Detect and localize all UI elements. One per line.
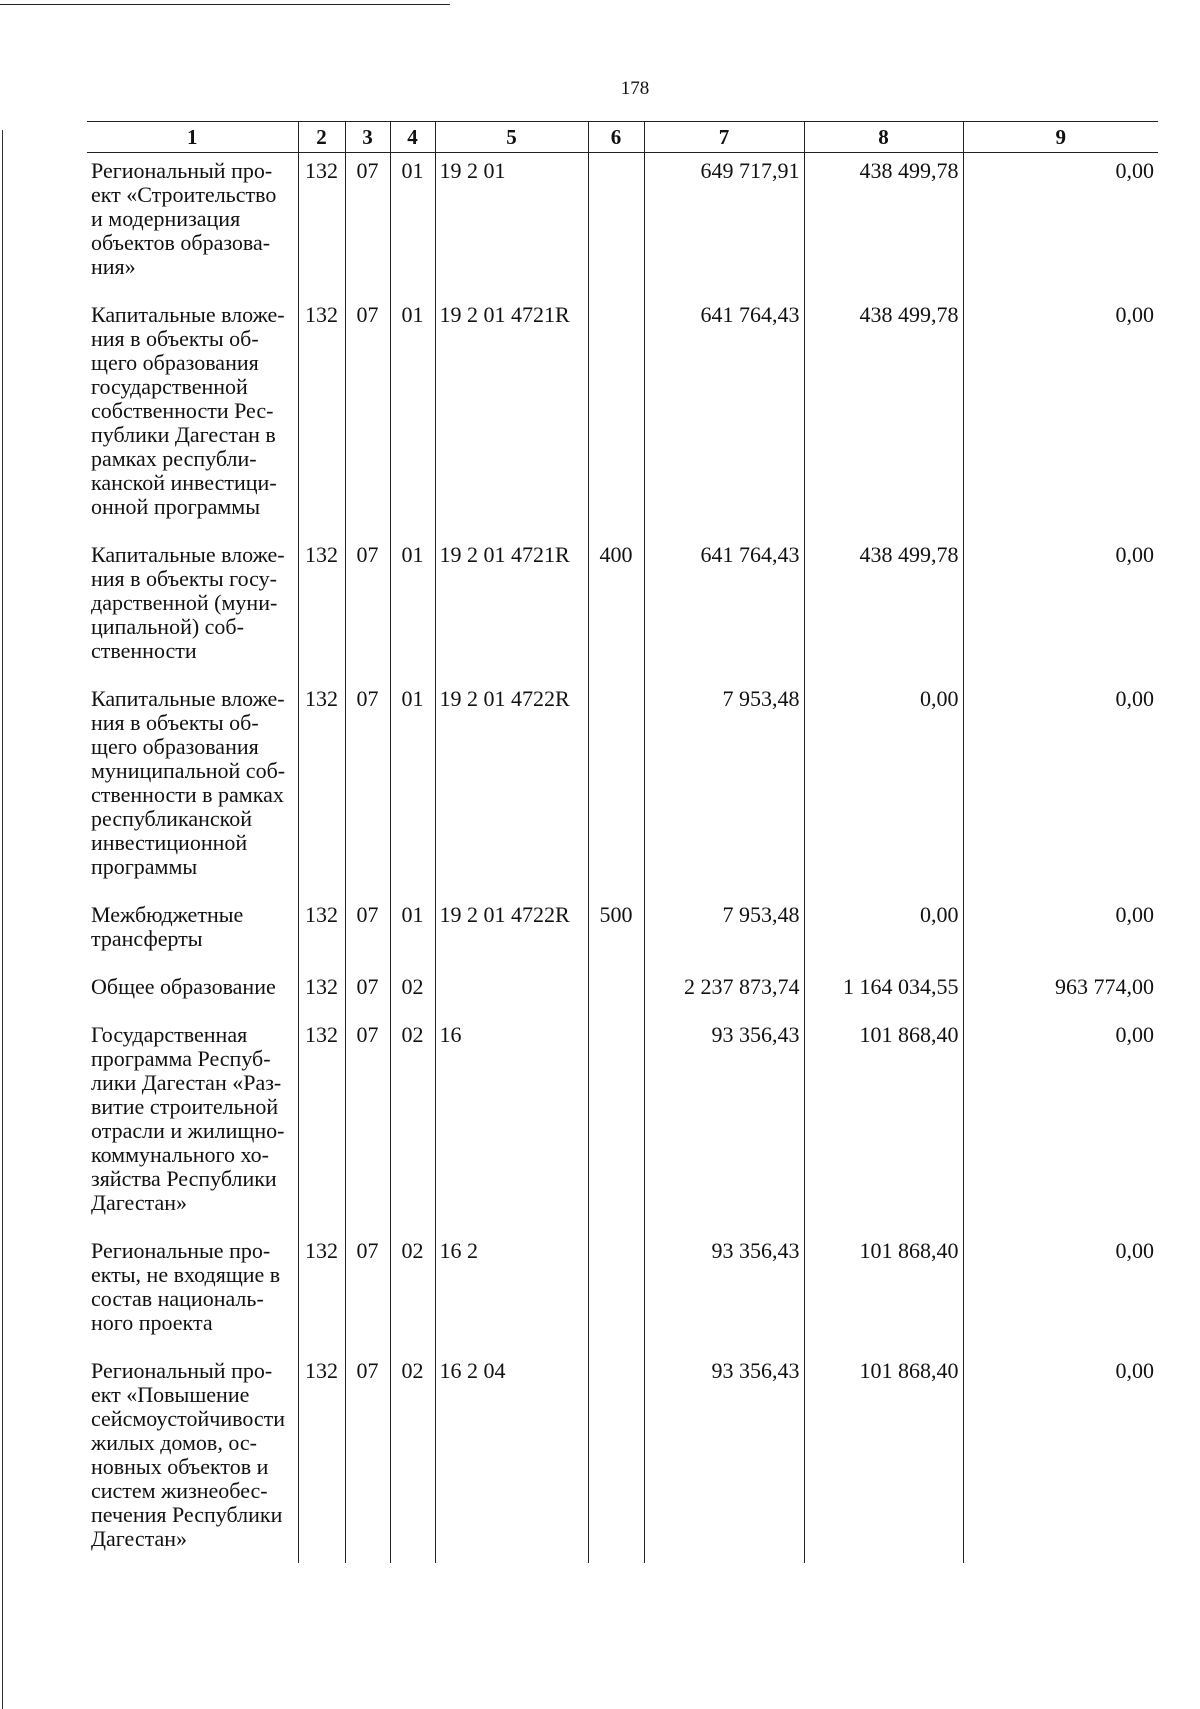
code-cell-3: 07 — [345, 297, 390, 537]
code-cell-6 — [588, 1017, 644, 1233]
amount-cell-8: 0,00 — [804, 897, 963, 969]
code-cell-2: 132 — [298, 897, 345, 969]
row-name-cell: Региональные про- екты, не входящие в состав националь- ного проекта — [91, 1238, 281, 1335]
table-row — [87, 969, 1158, 1017]
code-cell-3: 07 — [345, 1017, 390, 1233]
code-cell-3: 07 — [345, 153, 390, 298]
code-cell-6: 500 — [588, 897, 644, 969]
column-header-7: 7 — [644, 122, 804, 153]
amount-cell-9: 0,00 — [963, 681, 1158, 897]
code-cell-5 — [435, 969, 588, 1017]
code-cell-5: 19 2 01 4722R — [435, 897, 588, 969]
code-cell-4: 02 — [390, 1353, 435, 1563]
table-row — [87, 537, 1158, 681]
code-cell-5: 19 2 01 4722R — [435, 681, 588, 897]
amount-cell-7: 641 764,43 — [644, 297, 804, 537]
code-cell-2: 132 — [298, 297, 345, 537]
row-name-cell: Государственная программа Респуб- лики Дагестан «Раз- витие строительной отрасли и жилищно- коммунального хо- зяйства Республики Дагестан» — [91, 1022, 285, 1215]
table-row — [87, 897, 1158, 969]
amount-cell-7: 93 356,43 — [644, 1017, 804, 1233]
table-row — [87, 681, 1158, 897]
row-name-cell: Региональный про- ект «Повышение сейсмоустойчивости жилых домов, ос- новных объектов и систем жизнеобес- печения Республики Дагестан» — [91, 1358, 286, 1551]
code-cell-3: 07 — [345, 1353, 390, 1563]
amount-cell-8: 101 868,40 — [804, 1353, 963, 1563]
amount-cell-8: 438 499,78 — [804, 297, 963, 537]
amount-cell-9: 0,00 — [963, 537, 1158, 681]
amount-cell-9: 963 774,00 — [963, 969, 1158, 1017]
code-cell-3: 07 — [345, 897, 390, 969]
code-cell-5: 19 2 01 4721R — [435, 297, 588, 537]
header-row — [87, 122, 1158, 153]
code-cell-2: 132 — [298, 1017, 345, 1233]
code-cell-4: 01 — [390, 897, 435, 969]
column-header-3: 3 — [345, 122, 390, 153]
column-header-5: 5 — [435, 122, 588, 153]
column-header-2: 2 — [298, 122, 345, 153]
scan-edge-top — [0, 4, 450, 5]
amount-cell-9: 0,00 — [963, 1233, 1158, 1353]
row-name-cell: Капитальные вложе- ния в объекты госу- дарственной (муни- ципальной) соб- ственности — [91, 542, 285, 663]
amount-cell-9: 0,00 — [963, 1017, 1158, 1233]
amount-cell-8: 101 868,40 — [804, 1017, 963, 1233]
code-cell-6 — [588, 297, 644, 537]
code-cell-2: 132 — [298, 969, 345, 1017]
code-cell-6 — [588, 1353, 644, 1563]
code-cell-5: 16 2 04 — [435, 1353, 588, 1563]
amount-cell-7: 2 237 873,74 — [644, 969, 804, 1017]
amount-cell-8: 438 499,78 — [804, 537, 963, 681]
code-cell-2: 132 — [298, 153, 345, 298]
code-cell-4: 01 — [390, 297, 435, 537]
table-row — [87, 1017, 1158, 1233]
code-cell-3: 07 — [345, 1233, 390, 1353]
table-row — [87, 1353, 1158, 1563]
table-row — [87, 1233, 1158, 1353]
code-cell-4: 02 — [390, 1017, 435, 1233]
budget-table — [87, 121, 1158, 1563]
row-name-cell: Региональный про- ект «Строительство и модернизация объектов образова- ния» — [91, 158, 277, 279]
amount-cell-9: 0,00 — [963, 897, 1158, 969]
amount-cell-8: 1 164 034,55 — [804, 969, 963, 1017]
code-cell-2: 132 — [298, 1353, 345, 1563]
code-cell-5: 19 2 01 4721R — [435, 537, 588, 681]
code-cell-2: 132 — [298, 681, 345, 897]
table-body — [87, 153, 1158, 1564]
code-cell-5: 16 2 — [435, 1233, 588, 1353]
amount-cell-9: 0,00 — [963, 153, 1158, 298]
amount-cell-7: 7 953,48 — [644, 681, 804, 897]
amount-cell-8: 0,00 — [804, 681, 963, 897]
amount-cell-8: 438 499,78 — [804, 153, 963, 298]
row-name-cell: Межбюджетные трансферты — [91, 902, 244, 951]
column-header-8: 8 — [804, 122, 963, 153]
amount-cell-7: 649 717,91 — [644, 153, 804, 298]
code-cell-4: 01 — [390, 537, 435, 681]
code-cell-2: 132 — [298, 537, 345, 681]
code-cell-5: 16 — [435, 1017, 588, 1233]
code-cell-6 — [588, 681, 644, 897]
code-cell-3: 07 — [345, 969, 390, 1017]
page-number: 178 — [620, 78, 650, 99]
code-cell-4: 01 — [390, 681, 435, 897]
table-header — [87, 122, 1158, 153]
amount-cell-9: 0,00 — [963, 1353, 1158, 1563]
row-name-cell: Общее образование — [91, 974, 276, 999]
amount-cell-9: 0,00 — [963, 297, 1158, 537]
code-cell-6: 400 — [588, 537, 644, 681]
amount-cell-7: 93 356,43 — [644, 1233, 804, 1353]
column-header-6: 6 — [588, 122, 644, 153]
amount-cell-7: 93 356,43 — [644, 1353, 804, 1563]
code-cell-3: 07 — [345, 537, 390, 681]
code-cell-5: 19 2 01 — [435, 153, 588, 298]
code-cell-2: 132 — [298, 1233, 345, 1353]
amount-cell-7: 641 764,43 — [644, 537, 804, 681]
code-cell-4: 02 — [390, 1233, 435, 1353]
code-cell-6 — [588, 969, 644, 1017]
row-name-cell: Капитальные вложе- ния в объекты об- щего образования государственной собственности Рес- публики Дагестан в рамках республи- канской инвестици- онной программы — [91, 302, 285, 519]
code-cell-6 — [588, 153, 644, 298]
code-cell-4: 02 — [390, 969, 435, 1017]
amount-cell-7: 7 953,48 — [644, 897, 804, 969]
row-name-cell: Капитальные вложе- ния в объекты об- щего образования муниципальной соб- ственности в рамках республиканской инвестиционной программы — [91, 686, 286, 879]
column-header-1: 1 — [87, 122, 298, 153]
code-cell-6 — [588, 1233, 644, 1353]
column-header-9: 9 — [963, 122, 1158, 153]
code-cell-3: 07 — [345, 681, 390, 897]
scan-edge-left — [2, 130, 3, 1709]
table-row — [87, 153, 1158, 298]
table-row — [87, 297, 1158, 537]
code-cell-4: 01 — [390, 153, 435, 298]
amount-cell-8: 101 868,40 — [804, 1233, 963, 1353]
column-header-4: 4 — [390, 122, 435, 153]
